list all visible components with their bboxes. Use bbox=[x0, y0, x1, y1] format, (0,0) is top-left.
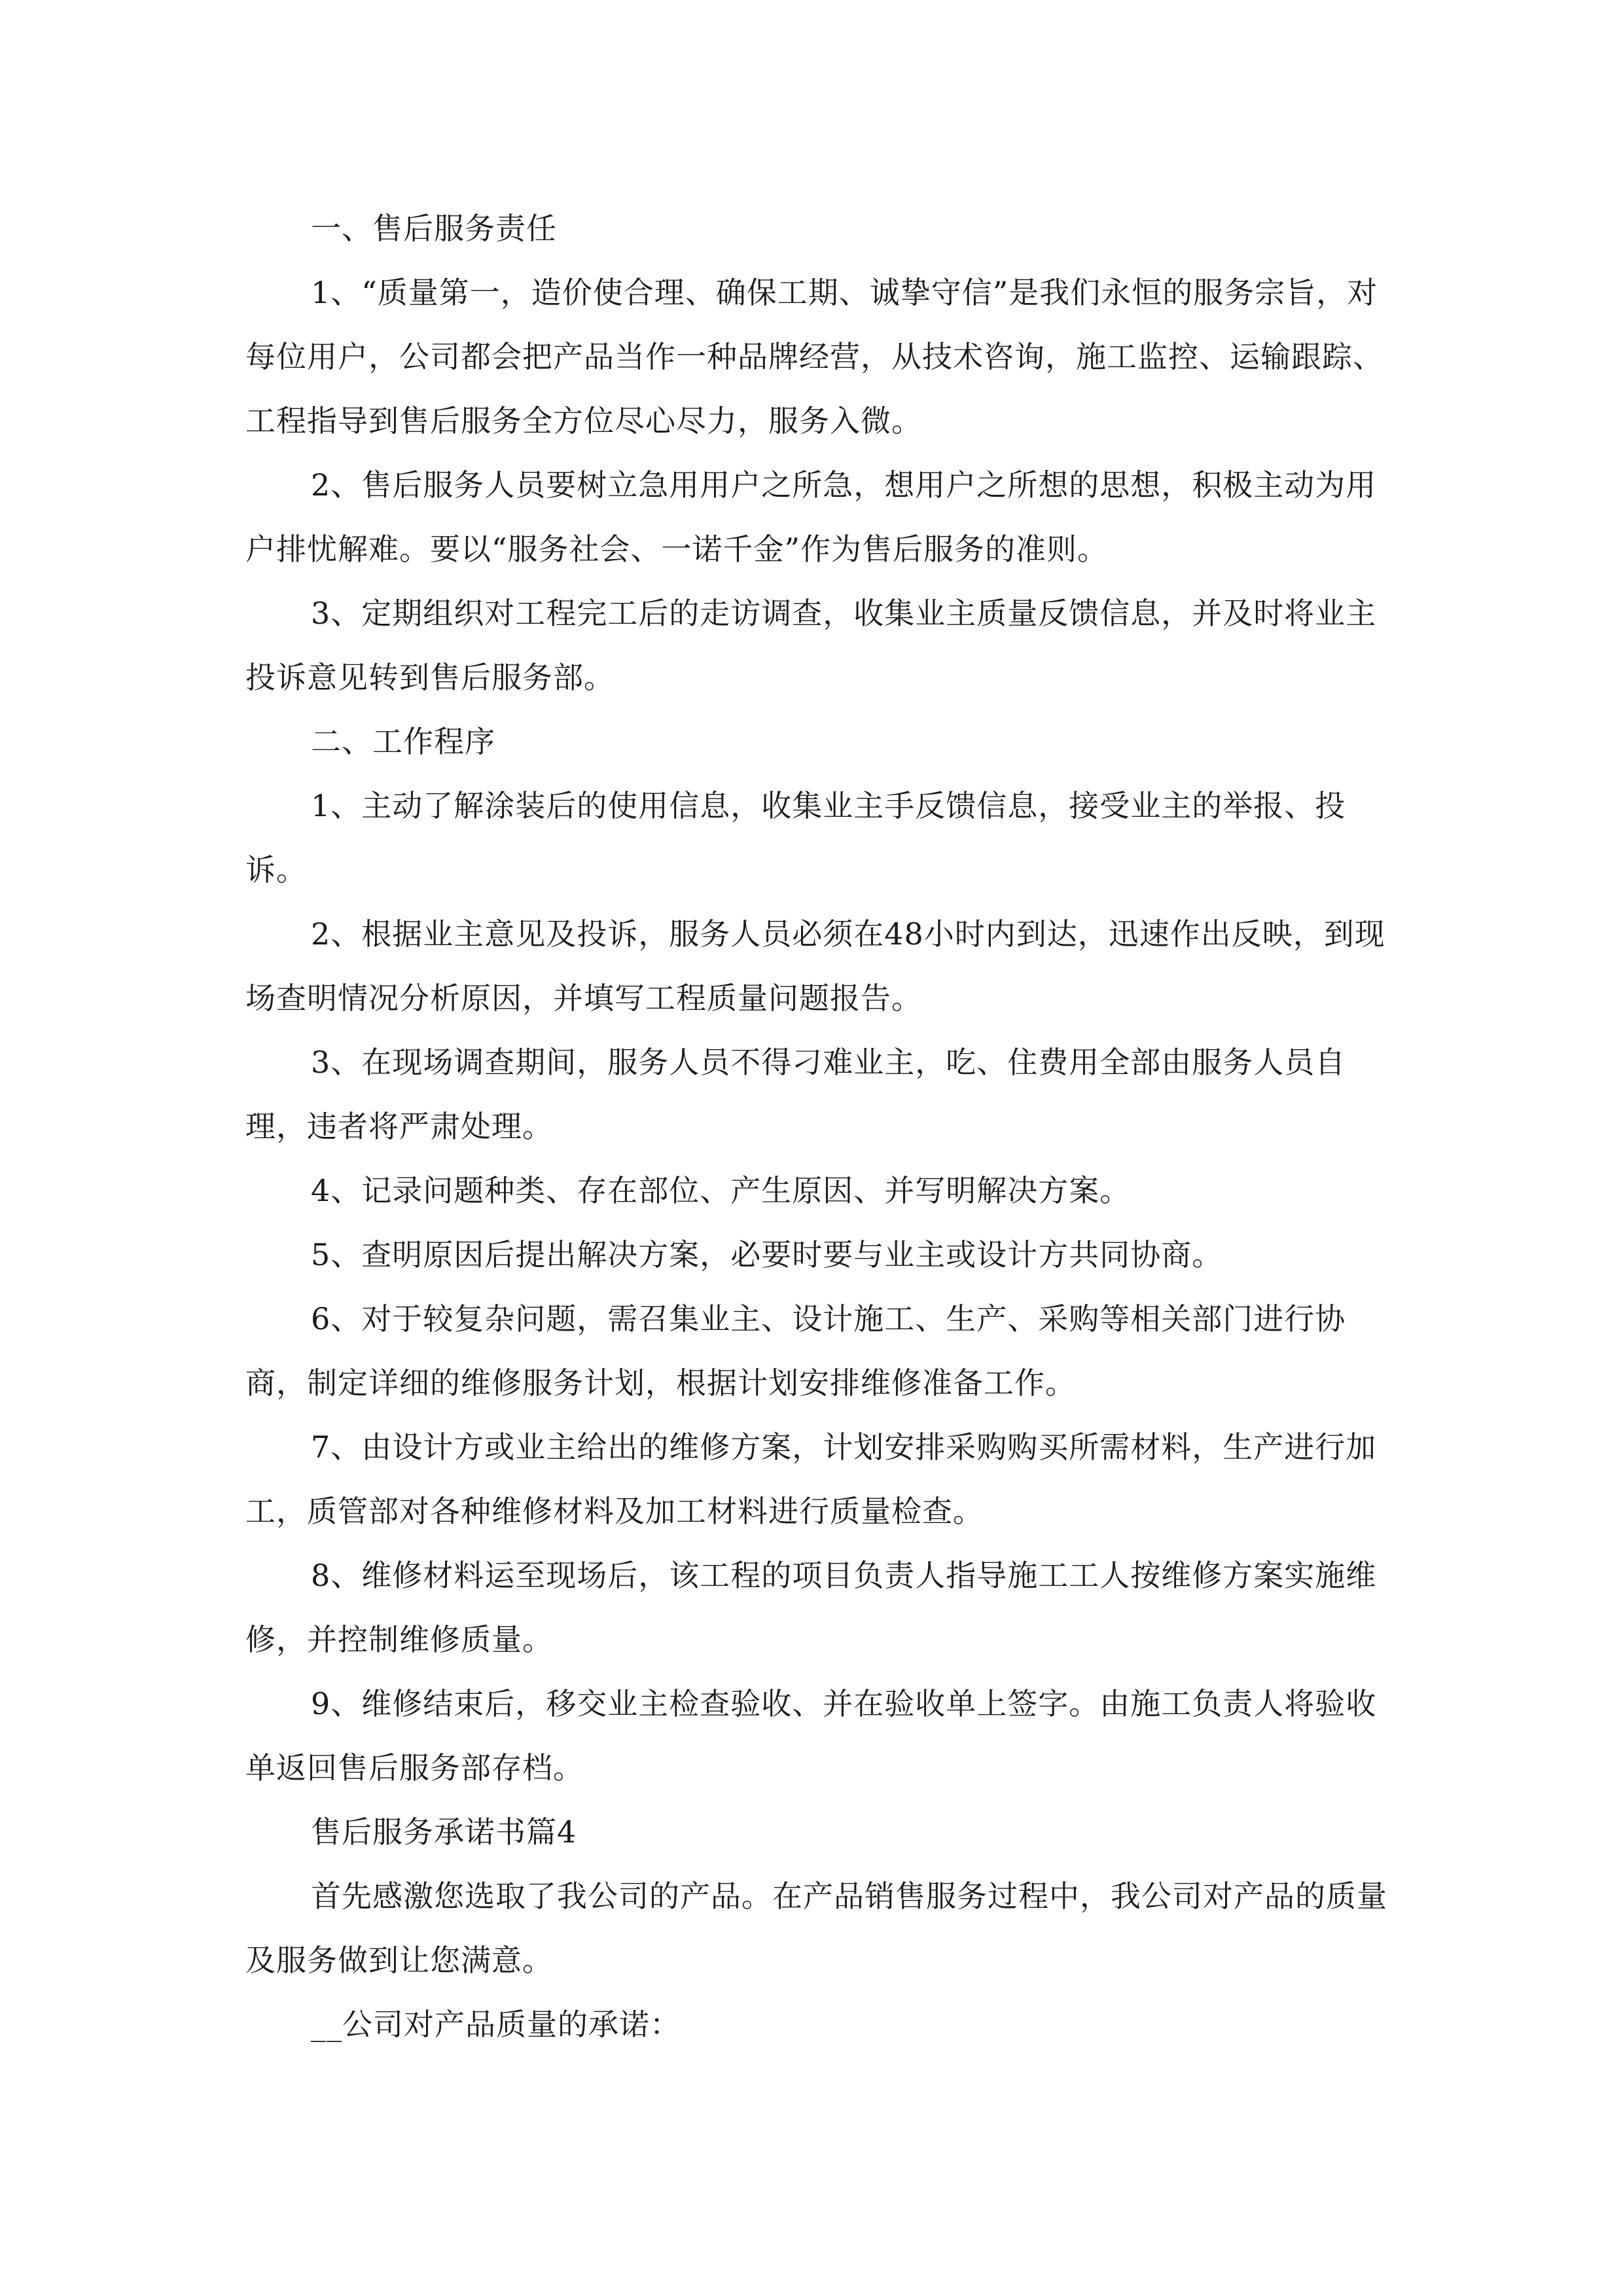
quality-commitment-heading: __公司对产品质量的承诺： bbox=[311, 2007, 681, 2042]
procedure-item-4: 4、记录问题种类、存在部位、产生原因、并写明解决方案。 bbox=[311, 1173, 1131, 1208]
paragraph-item-2: 2、售后服务人员要树立急用用户之所急，想用户之所想的思想，积极主动为用户排忧解难。要以“服务社会、一诺千金”作为售后服务的准则。 bbox=[245, 467, 1377, 567]
procedure-item-9: 9、维修结束后，移交业主检查验收、并在验收单上签字。由施工负责人将验收单返回售后服务部存档。 bbox=[245, 1686, 1377, 1785]
paragraph-item-3: 3、定期组织对工程完工后的走访调查，收集业主质量反馈信息，并及时将业主投诉意见转到售后服务部。 bbox=[245, 596, 1377, 695]
procedure-item-2: 2、根据业主意见及投诉，服务人员必须在48小时内到达，迅速作出反映，到现场查明情况分析原因，并填写工程质量问题报告。 bbox=[245, 916, 1385, 1016]
procedure-item-5: 5、查明原因后提出解决方案，必要时要与业主或设计方共同协商。 bbox=[311, 1237, 1223, 1272]
procedure-item-1: 1、主动了解涂装后的使用信息，收集业主手反馈信息，接受业主的举报、投诉。 bbox=[245, 788, 1346, 888]
paragraph-item-1: 1、“质量第一，造价使合理、确保工期、诚挚守信”是我们永恒的服务宗旨，对每位用户，公司都会把产品当作一种品牌经营，从技术咨询，施工监控、运输跟踪、工程指导到售后服务全方位尽心尽力，服务入微。 bbox=[245, 275, 1383, 439]
procedure-item-6: 6、对于较复杂问题，需召集业主、设计施工、生产、采购等相关部门进行协商，制定详细的维修服务计划，根据计划安排维修准备工作。 bbox=[245, 1301, 1346, 1401]
intro-paragraph: 首先感激您选取了我公司的产品。在产品销售服务过程中，我公司对产品的质量及服务做到让您满意。 bbox=[245, 1878, 1387, 1978]
procedure-item-7: 7、由设计方或业主给出的维修方案，计划安排采购购买所需材料，生产进行加工，质管部对各种维修材料及加工材料进行质量检查。 bbox=[245, 1429, 1377, 1529]
document-body bbox=[245, 196, 1391, 2056]
article-title: 售后服务承诺书篇4 bbox=[311, 1814, 577, 1850]
section-heading-responsibility: 一、售后服务责任 bbox=[311, 211, 557, 246]
procedure-item-8: 8、维修材料运至现场后，该工程的项目负责人指导施工工人按维修方案实施维修，并控制维修质量。 bbox=[245, 1558, 1377, 1657]
procedure-item-3: 3、在现场调查期间，服务人员不得刁难业主，吃、住费用全部由服务人员自理，违者将严肃处理。 bbox=[245, 1045, 1346, 1144]
section-heading-procedure: 二、工作程序 bbox=[311, 724, 495, 759]
